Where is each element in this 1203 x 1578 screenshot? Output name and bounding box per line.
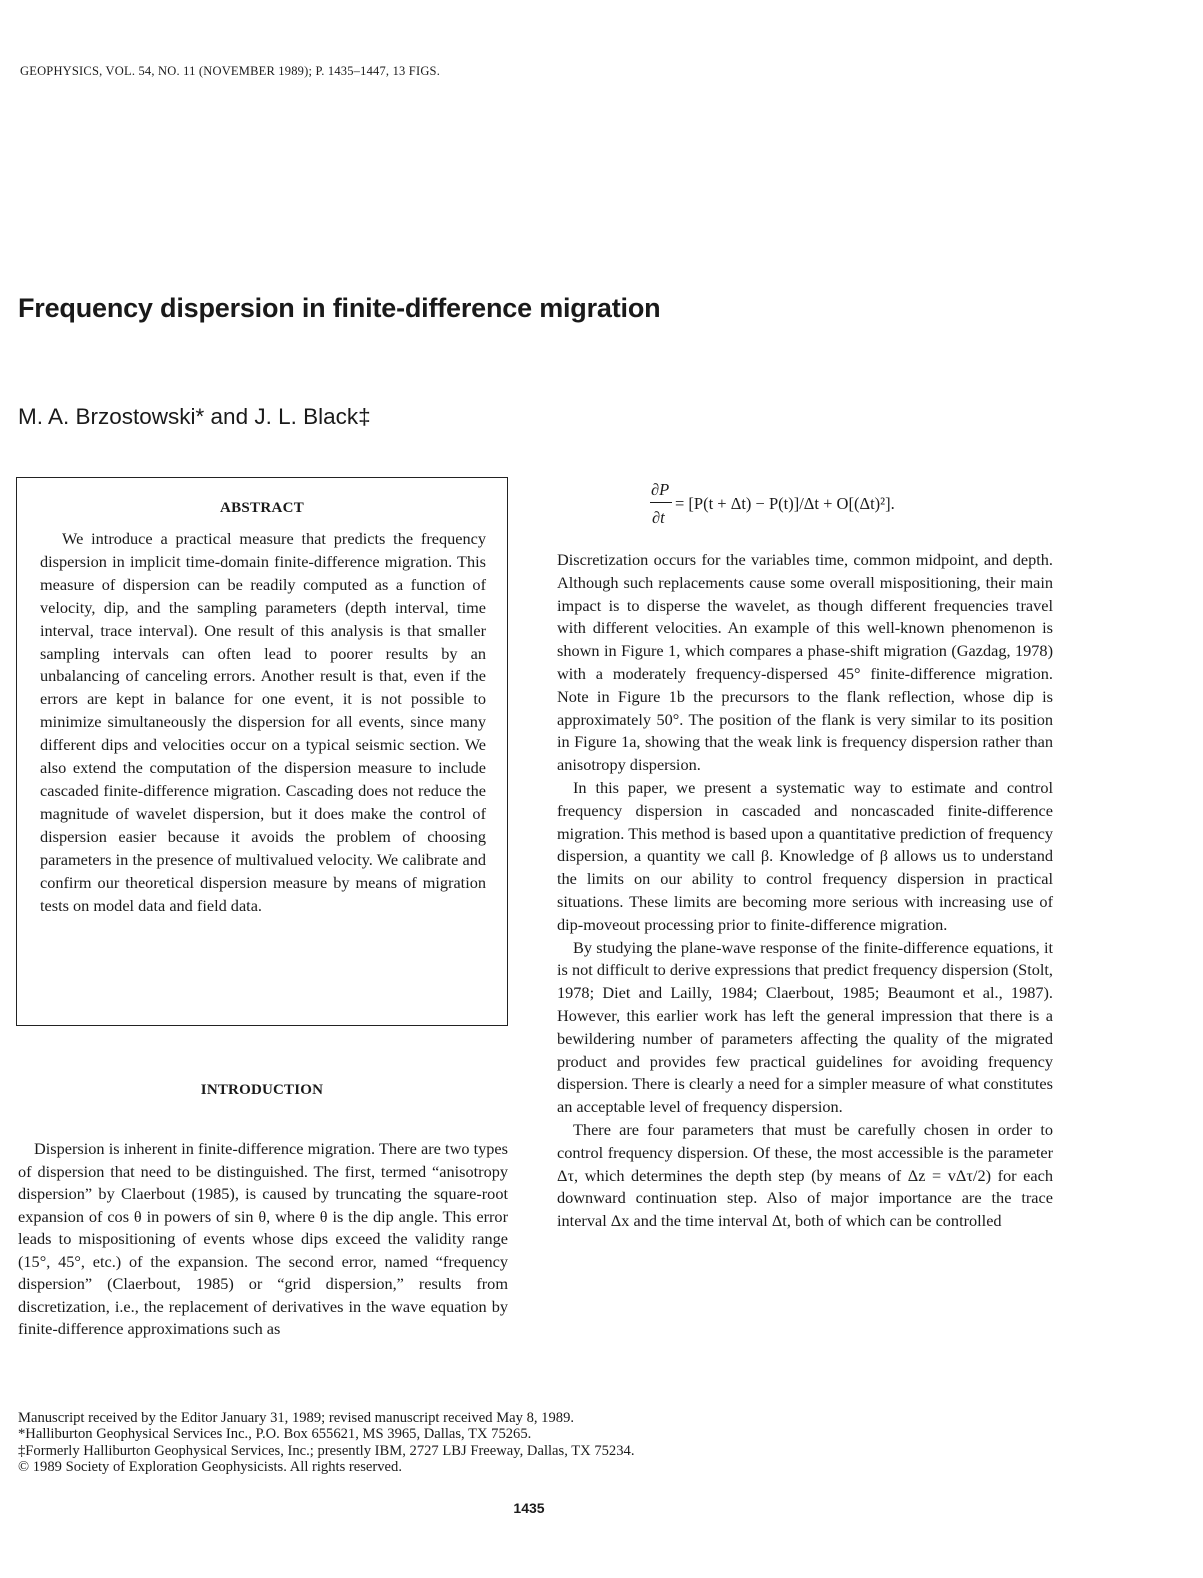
left-column-text	[18, 1138, 508, 1341]
abstract-text: We introduce a practical measure that predicts the frequency dispersion in implicit time-domain finite-difference migration. This measure of dispersion can be readily computed as a function of velocity, dip, and the sampling parameters (depth interval, time interval, trace interval). One result of this analysis is that smaller sampling intervals can often lead to poorer results by an unbalancing of canceling errors. Another result is that, even if the errors are kept in balance for one event, it is not possible to minimize simultaneously the dispersion for all events, since many different dips and velocities occur on a typical seismic section. We also extend the computation of the dispersion measure to include cascaded finite-difference migration. Cascading does not reduce the magnitude of wavelet dispersion, but it does make the control of dispersion easier because it avoids the problem of choosing parameters in the presence of multivalued velocity. We calibrate and confirm our theoretical dispersion measure by means of migration tests on model data and field data.	[40, 529, 486, 915]
equation-right-side: = [P(t + Δt) − P(t)]/Δt + O[(Δt)²].	[675, 494, 895, 513]
abstract-box	[16, 477, 508, 1026]
introduction-paragraph: Dispersion is inherent in finite-difference migration. There are two types of dispersion that need to be distinguished. The first, termed “anisotropy dispersion” by Claerbout (1985), is caused by truncating the square-root expansion of cos θ in powers of sin θ, where θ is the dip angle. This error leads to mispositioning of events whose dips exceed the validity range (15°, 45°, etc.) of the expansion. The second error, named “frequency dispersion” (Claerbout, 1985) or “grid dispersion,” results from discretization, i.e., the replacement of derivatives in the wave equation by finite-difference approximations such as	[18, 1139, 508, 1338]
body-paragraph: In this paper, we present a systematic way to estimate and control frequency dispersion in cascaded and noncascaded finite-difference migration. This method is based upon a quantitative prediction of frequency dispersion, a quantity we call β. Knowledge of β allows us to understand the limits on our ability to control frequency dispersion in practical situations. These limits are becoming more serious with increasing use of dip-moveout processing prior to finite-difference migration.	[557, 777, 1053, 934]
running-head: GEOPHYSICS, VOL. 54, NO. 11 (NOVEMBER 1989); P. 1435–1447, 13 FIGS.	[20, 64, 441, 78]
author-line: M. A. Brzostowski* and J. L. Black‡	[18, 404, 371, 429]
introduction-heading: INTRODUCTION	[200, 1082, 324, 1098]
page-number: 1435	[513, 1500, 545, 1516]
body-paragraph: Discretization occurs for the variables time, common midpoint, and depth. Although such replacements cause some overall mispositioning, their main impact is to disperse the wavelet, as though different frequencies travel with different velocities. An example of this well-known phenomenon is shown in Figure 1, which compares a phase-shift migration (Gazdag, 1978) with a moderately frequency-dispersed 45° finite-difference migration. Note in Figure 1b the precursors to the flank reflection, whose dip is approximately 50°. The position of the flank is very similar to its position in Figure 1a, showing that the weak link is frequency dispersion rather than anisotropy dispersion.	[557, 550, 1053, 775]
footnotes	[18, 1410, 918, 1475]
body-paragraph: By studying the plane-wave response of the finite-difference equations, it is not difficult to derive expressions that predict frequency dispersion (Stolt, 1978; Diet and Lailly, 1984; Claerbout, 1985; Beaumont et al., 1987). However, this earlier work has left the general impression that there is a bewildering number of parameters affecting the quality of the migrated product and provides few practical guidelines for avoiding frequency dispersion. There is clearly a need for a simpler measure of what constitutes an acceptable level of frequency dispersion.	[557, 937, 1053, 1117]
footnote-manuscript: Manuscript received by the Editor January 31, 1989; revised manuscript received May 8, 1989.	[18, 1410, 575, 1426]
difference-equation	[645, 480, 985, 536]
copyright-notice: © 1989 Society of Exploration Geophysicists. All rights reserved.	[18, 1458, 402, 1475]
equation-numerator: ∂P	[651, 480, 670, 499]
body-paragraph: There are four parameters that must be carefully chosen in order to control frequency dispersion. Of these, the most accessible is the parameter Δτ, which determines the depth step (by means of Δz = vΔτ/2) for each downward continuation step. Also of major importance are the trace interval Δx and the time interval Δt, both of which can be controlled	[557, 1119, 1053, 1231]
right-column-text	[557, 549, 1053, 1233]
fraction-bar	[650, 502, 672, 503]
equation-denominator: ∂t	[652, 508, 665, 527]
footnote-affiliation: ‡Formerly Halliburton Geophysical Services, Inc.; presently IBM, 2727 LBJ Freeway, Dallas, TX 75234.	[18, 1442, 635, 1459]
footnote-affiliation: *Halliburton Geophysical Services Inc., P.O. Box 655621, MS 3965, Dallas, TX 75265.	[18, 1426, 532, 1443]
paper-title: Frequency dispersion in finite-difference migration	[18, 293, 661, 323]
abstract-heading: ABSTRACT	[219, 500, 305, 516]
